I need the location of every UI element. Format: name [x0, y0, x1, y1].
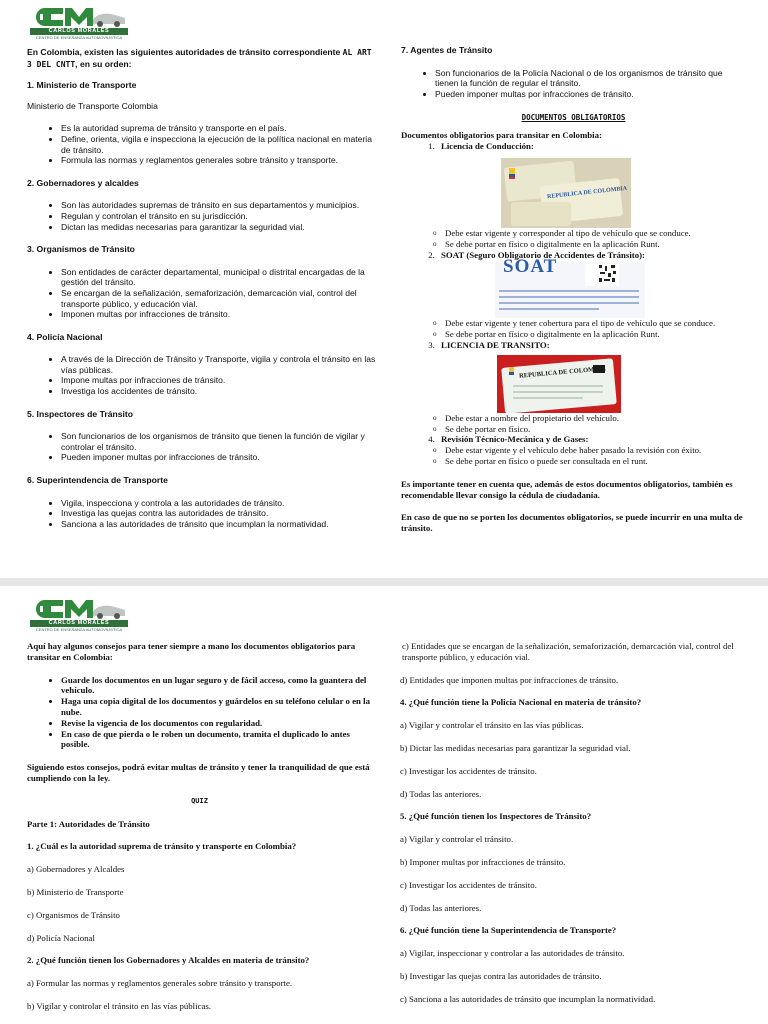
doc-item [437, 434, 746, 466]
doc-note: o Se debe portar en físico. [445, 424, 746, 435]
license-image-text: REPUBLICA DE COLOMBIA [546, 185, 628, 201]
section-subtitle: Ministerio de Transporte Colombia [27, 100, 158, 111]
question: 4. ¿Qué función tiene la Policía Nacional en materia de tránsito? [400, 697, 642, 708]
list-item: • Imponen multas por infracciones de tránsito. [61, 309, 377, 320]
doc-title: Licencia de Conducción: [441, 141, 534, 152]
list-item: • En caso de que pierda o le roben un documento, tramita el duplicado lo antes posible. [61, 729, 372, 751]
section-title: 2. Gobernadores y alcaldes [27, 177, 139, 188]
list-item: • Pueden imponer multas por infracciones de tránsito. [435, 89, 746, 100]
doc-note: o Debe estar vigente y el vehículo debe haber pasado la revisión con éxito. [445, 445, 746, 456]
bullet-list [27, 123, 377, 165]
section-title: 5. Inspectores de Tránsito [27, 408, 134, 419]
logo [29, 4, 129, 42]
bullet-list [27, 200, 377, 232]
list-item: • Revise la vigencia de los documentos con regularidad. [61, 718, 372, 729]
doc-note: o Debe estar vigente y tener cobertura para el tipo de vehículo que se conduce. [445, 318, 746, 329]
doc-title: SOAT (Seguro Obligatorio de Accidentes de Tránsito): [441, 249, 645, 260]
logo-name: CARLOS MORALES [30, 620, 128, 627]
question: 2. ¿Qué función tienen los Gobernadores y Alcaldes en materia de tránsito? [27, 955, 310, 966]
list-item: • Regulan y controlan el tránsito en su jurisdicción. [61, 211, 377, 222]
answer-option: b) Dictar las medidas necesarias para garantizar la seguridad vial. [400, 742, 631, 753]
answer-option: c) Sanciona a las autoridades de tránsito que incumplan la normatividad. [400, 993, 656, 1004]
page-2 [0, 586, 768, 1024]
doc-note: o Se debe portar en físico o digitalmente en la aplicación Runt. [445, 329, 746, 340]
bullet-list [27, 431, 377, 463]
logo [29, 596, 129, 634]
left-column [27, 47, 377, 529]
answer-option: c) Investigar los accidentes de tránsito. [400, 879, 537, 890]
list-item: • Guarde los documentos en un lugar seguro y de fácil acceso, como la guantera del vehículo. [61, 675, 372, 697]
answer-option: d) Entidades que imponen multas por infracciones de tránsito. [400, 674, 619, 685]
question: 6. ¿Qué función tiene la Superintendencia de Transporte? [400, 925, 617, 936]
list-item: • Formula las normas y reglamentos generales sobre tránsito y transporte. [61, 155, 377, 166]
list-item: • Son entidades de carácter departamental, municipal o distrital encargadas de la gestión del tránsito. [61, 267, 377, 288]
answer-option: c) Investigar los accidentes de tránsito. [400, 765, 537, 776]
license-image [501, 158, 631, 228]
answer-option: b) Investigar las quejas contra las autoridades de tránsito. [400, 970, 602, 981]
answer-option: c) Organismos de Tránsito [27, 909, 120, 920]
logo-cm-icon [31, 5, 127, 29]
doc-item [437, 141, 746, 249]
logo-subtitle: CENTRO DE ENSEÑANZA AUTOMOVILÍSTICA [35, 627, 123, 632]
question: 5. ¿Qué función tienen los Inspectores de Tránsito? [400, 811, 592, 822]
transit-image-text: REPUBLICA DE COLOMBIA [518, 364, 607, 380]
answer-option: d) Todas las anteriores. [400, 788, 482, 799]
list-item: • Sanciona a las autoridades de tránsito que incumplan la normatividad. [61, 519, 377, 530]
list-item: • Define, orienta, vigila e inspecciona la ejecución de la política nacional en materia de tránsito. [61, 134, 377, 155]
answer-option: a) Vigilar y controlar el tránsito. [400, 834, 514, 845]
answer-option: c) Entidades que se encargan de la señalización, semaforización, demarcación vial, control del transporte público, y educación vial. [402, 641, 734, 662]
doc-title: LICENCIA DE TRANSITO: [441, 339, 550, 350]
soat-image [495, 256, 645, 318]
soat-image-text: SOAT [503, 256, 558, 278]
section-title: 1. Ministerio de Transporte [27, 80, 137, 91]
bullet-list [401, 68, 746, 100]
docs-heading: DOCUMENTOS OBLIGATORIOS [521, 113, 626, 123]
logo-name: CARLOS MORALES [30, 28, 128, 35]
transit-license-image [497, 355, 621, 413]
list-item: • Dictan las medidas necesarias para garantizar la seguridad vial. [61, 222, 377, 233]
list-item: • Investiga los accidentes de tránsito. [61, 386, 377, 397]
answer-option: a) Formular las normas y reglamentos generales sobre tránsito y transporte. [27, 978, 293, 989]
bullet-list [27, 354, 377, 396]
list-item: • Vigila, inspecciona y controla a las autoridades de tránsito. [61, 498, 377, 509]
tips-list [27, 675, 372, 751]
answer-option: b) Vigilar y controlar el tránsito en las vías públicas. [27, 1000, 211, 1011]
doc-note: o Debe estar a nombre del propietario del vehículo. [445, 413, 746, 424]
right-column [401, 45, 746, 534]
logo-cm-icon [31, 597, 127, 621]
tips-intro: Aquí hay algunos consejos para tener siempre a mano los documentos obligatorios para transitar en Colombia: [27, 641, 356, 662]
list-item: • Son funcionarios de la Policía Nacional o de los organismos de tránsito que tienen la función de regular el tránsito. [435, 68, 746, 89]
section-title: 4. Policía Nacional [27, 331, 103, 342]
docs-intro: Documentos obligatorios para transitar en Colombia: [401, 130, 602, 141]
p2-left-column [27, 641, 372, 1012]
tips-outro: Siguiendo estos consejos, podrá evitar multas de tránsito y tener la tranquilidad de que está cumpliendo con la ley. [27, 762, 370, 783]
answer-option: d) Policía Nacional [27, 932, 95, 943]
section-title: 7. Agentes de Tránsito [401, 45, 493, 55]
quiz-title: QUIZ [191, 796, 208, 805]
answer-option: a) Vigilar y controlar el tránsito en las vías públicas. [400, 720, 584, 731]
quiz-part: Parte 1: Autoridades de Tránsito [27, 818, 150, 829]
doc-item [437, 340, 746, 434]
list-item: • Se encargan de la señalización, semaforización, demarcación vial, control del transporte público, y educación vial. [61, 288, 377, 309]
list-item: • Impone multas por infracciones de tránsito. [61, 375, 377, 386]
docs-list [401, 141, 746, 467]
list-item: • Son funcionarios de los organismos de tránsito que tienen la función de vigilar y controlar el tránsito. [61, 431, 377, 452]
p2-right-column [400, 641, 750, 1005]
intro: En Colombia, existen las siguientes autoridades de tránsito correspondiente AL ART 3 DEL CNTT, en su orden: [27, 47, 372, 69]
bullet-list [27, 498, 377, 530]
question: 1. ¿Cuál es la autoridad suprema de tránsito y transporte en Colombia? [27, 841, 297, 852]
doc-note: o Se debe portar en físico o digitalmente en la aplicación Runt. [445, 239, 746, 250]
note-multa: En caso de que no se porten los documentos obligatorios, se puede incurrir en una multa de tránsito. [401, 512, 743, 534]
logo-subtitle: CENTRO DE ENSEÑANZA AUTOMOVILÍSTICA [35, 35, 123, 40]
doc-item [437, 250, 746, 340]
bullet-list [27, 267, 377, 320]
doc-title: Revisión Técnico-Mecánica y de Gases: [441, 434, 589, 445]
answer-option: d) Todas las anteriores. [400, 902, 482, 913]
answer-option: b) Imponer multas por infracciones de tránsito. [400, 856, 566, 867]
list-item: • Investiga las quejas contra las autoridades de tránsito. [61, 508, 377, 519]
list-item: • Son las autoridades supremas de tránsito en sus departamentos y municipios. [61, 200, 377, 211]
answer-option: a) Vigilar, inspeccionar y controlar a las autoridades de tránsito. [400, 948, 625, 959]
section-title: 6. Superintendencia de Transporte [27, 475, 168, 486]
doc-note: o Debe estar vigente y corresponder al tipo de vehículo que se conduce. [445, 228, 746, 239]
section-title: 3. Organismos de Tránsito [27, 244, 135, 255]
note-cedula: Es importante tener en cuenta que, además de estos documentos obligatorios, también es recomendable llevar consigo la cédula de ciudadanía. [401, 478, 733, 500]
answer-option: b) Ministerio de Transporte [27, 886, 124, 897]
list-item: • Haga una copia digital de los documentos y guárdelos en su teléfono celular o en la nube. [61, 696, 372, 718]
list-item: • A través de la Dirección de Tránsito y Transporte, vigila y controla el tránsito en las vías públicas. [61, 354, 377, 375]
list-item: • Pueden imponer multas por infracciones de tránsito. [61, 452, 377, 463]
doc-note: o Se debe portar en físico o puede ser consultada en el runt. [445, 456, 746, 467]
answer-option: a) Gobernadores y Alcaldes [27, 864, 125, 875]
list-item: • Es la autoridad suprema de tránsito y transporte en el país. [61, 123, 377, 134]
